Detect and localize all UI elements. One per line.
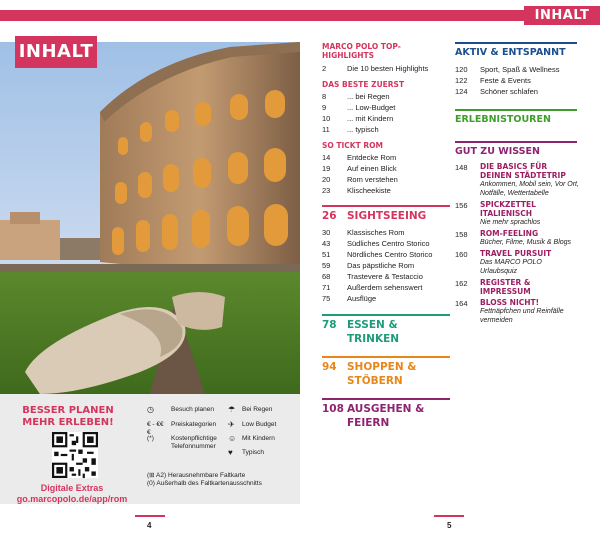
- page-number-bar-left: [135, 515, 165, 517]
- toc-entry[interactable]: [322, 102, 450, 113]
- essen-heading[interactable]: [322, 318, 450, 346]
- phone-cost-icon: (*): [147, 435, 154, 442]
- toc-page: 71: [322, 283, 331, 292]
- toc-label: Sport, Spaß & Wellness: [480, 65, 560, 74]
- toc-page: 14: [322, 153, 331, 162]
- toc-entry[interactable]: [322, 271, 450, 282]
- toc-entry[interactable]: [455, 64, 580, 75]
- toc-label: Südliches Centro Storico: [347, 239, 430, 248]
- toc-page: 120: [455, 65, 468, 74]
- legend-label: Preiskategorien: [171, 421, 217, 428]
- clock-icon: ◷: [147, 405, 154, 414]
- typical-icon: ♥: [228, 448, 233, 457]
- toc-label: Trastevere & Testaccio: [347, 272, 423, 281]
- wissen-heading[interactable]: GUT ZU WISSEN: [455, 146, 540, 157]
- legend-label: Mit Kindern: [242, 435, 275, 442]
- toc-page: 158: [455, 230, 468, 239]
- toc-page: 108: [322, 403, 344, 415]
- digital-extras: [8, 483, 136, 505]
- toc-label: SIGHTSEEING: [347, 210, 427, 222]
- plan-slogan: [8, 405, 128, 429]
- toc-entry[interactable]: [455, 75, 580, 86]
- toc-page: 75: [322, 294, 331, 303]
- toc-page: 43: [322, 239, 331, 248]
- toc-label: Feste & Events: [480, 76, 531, 85]
- toc-label: BLOSS NICHT!: [480, 298, 540, 307]
- toc-entry[interactable]: [322, 249, 450, 260]
- toc-description: Fettnäpfchen und Reinfälle vermeiden: [480, 308, 564, 324]
- toc-page: 23: [322, 186, 331, 195]
- qr-code-icon[interactable]: [52, 432, 98, 478]
- legend-item-regen: [228, 406, 298, 416]
- legend-item-preis: [147, 421, 237, 436]
- toc-entry[interactable]: [322, 185, 450, 196]
- toc-label: ROM-FEELING: [480, 229, 539, 238]
- toc-entry[interactable]: [322, 227, 450, 238]
- page-number-right: 5: [447, 521, 452, 530]
- toc-label: SHOPPEN & STÖBERN: [347, 361, 417, 387]
- toc-entry[interactable]: [455, 298, 580, 325]
- toc-entry[interactable]: [322, 91, 450, 102]
- toc-page: 78: [322, 319, 337, 331]
- toc-entry[interactable]: [322, 282, 450, 293]
- toc-page: 124: [455, 87, 468, 96]
- legend-label: Low Budget: [242, 421, 277, 428]
- toc-label: Entdecke Rom: [347, 153, 397, 162]
- toc-label: AUSGEHEN & FEIERN: [347, 403, 425, 429]
- so-tickt-title: SO TICKT ROM: [322, 141, 383, 150]
- toc-entry[interactable]: [322, 152, 450, 163]
- toc-page: 164: [455, 299, 468, 308]
- toc-label: ESSEN & TRINKEN: [347, 319, 400, 345]
- toc-label: Ausflüge: [347, 294, 377, 303]
- toc-label: Nördliches Centro Storico: [347, 250, 433, 259]
- toc-page: 9: [322, 103, 327, 112]
- toc-column-right: [455, 42, 580, 325]
- toc-entry[interactable]: [322, 163, 450, 174]
- toc-page: 2: [322, 64, 327, 73]
- shoppen-heading[interactable]: [322, 360, 450, 388]
- shoppen-rule: [322, 356, 450, 358]
- toc-label: ... bei Regen: [347, 92, 390, 101]
- toc-description: Ankommen, Mobil sein, Vor Ort, Notfälle, Wettertabelle: [480, 181, 579, 197]
- toc-entry-body: [480, 249, 580, 276]
- legend-label: Besuch planen: [171, 406, 215, 413]
- highlights-title: MARCO POLO TOP-HIGHLIGHTS: [322, 42, 401, 60]
- map-note-2: (0) Außerhalb des Faltkartenausschnitts: [147, 480, 262, 487]
- toc-entry[interactable]: [322, 113, 450, 124]
- legend-item-kinder: [228, 435, 298, 445]
- toc-page: 68: [322, 272, 331, 281]
- toc-label: TRAVEL PURSUIT: [480, 249, 552, 258]
- toc-page: 10: [322, 114, 331, 123]
- toc-page: 8: [322, 92, 327, 101]
- wissen-rule: [455, 141, 577, 143]
- umbrella-icon: ☂: [228, 405, 236, 414]
- legend-item-budget: [228, 421, 298, 431]
- toc-entry-body: [480, 278, 580, 296]
- toc-label: Auf einen Blick: [347, 164, 397, 173]
- toc-label: ... Low-Budget: [347, 103, 396, 112]
- sightseeing-heading[interactable]: [322, 209, 450, 223]
- price-icon: € - €€€: [147, 421, 164, 436]
- toc-page: 156: [455, 201, 468, 210]
- toc-entry[interactable]: [455, 278, 580, 296]
- toc-label: DIE BASICS FÜR DEINEN STÄDTETRIP: [480, 162, 566, 180]
- toc-entry-body: [480, 200, 580, 227]
- ausgehen-heading[interactable]: [322, 402, 450, 430]
- toc-label: REGISTER & IMPRESSUM: [480, 278, 531, 296]
- best-first-title: DAS BESTE ZUERST: [322, 80, 405, 89]
- touren-heading[interactable]: ERLEBNISTOUREN: [455, 114, 551, 125]
- page-title: INHALT: [15, 36, 97, 68]
- legend-label: Kostenpflichtige Telefonnummer: [171, 435, 217, 450]
- toc-entry-body: [480, 298, 580, 325]
- toc-page: 30: [322, 228, 331, 237]
- toc-page: 162: [455, 279, 468, 288]
- legend-item-telefon: [147, 435, 237, 453]
- extras-title: Digitale Extras: [40, 483, 104, 493]
- toc-label: Rom verstehen: [347, 175, 398, 184]
- toc-entry[interactable]: [322, 124, 450, 135]
- top-accent-bar: [0, 10, 524, 21]
- toc-label: Außerdem sehenswert: [347, 283, 423, 292]
- toc-page: 94: [322, 361, 337, 373]
- aktiv-heading[interactable]: AKTIV & ENTSPANNT: [455, 47, 566, 58]
- toc-entry[interactable]: [322, 174, 450, 185]
- legend-label: Typisch: [242, 449, 265, 456]
- toc-entry[interactable]: [455, 229, 580, 247]
- toc-label: SPICKZETTEL ITALIENISCH: [480, 200, 536, 218]
- toc-label: Die 10 besten Highlights: [347, 64, 429, 73]
- toc-entry[interactable]: [455, 162, 580, 198]
- map-note-1: (⊞ A2) Herausnehmbare Faltkarte: [147, 472, 246, 479]
- toc-label: ... mit Kindern: [347, 114, 394, 123]
- sightseeing-rule: [322, 205, 450, 207]
- aktiv-rule: [455, 42, 577, 44]
- toc-entry[interactable]: [455, 249, 580, 276]
- toc-page: 59: [322, 261, 331, 270]
- toc-page: 122: [455, 76, 468, 85]
- toc-label: Schöner schlafen: [480, 87, 538, 96]
- toc-entry-body: [480, 162, 580, 198]
- toc-entry[interactable]: [455, 86, 580, 97]
- toc-entry[interactable]: [322, 260, 450, 271]
- toc-entry[interactable]: [322, 63, 450, 74]
- toc-description: Nie mehr sprachlos: [480, 219, 541, 226]
- legend-label: Bei Regen: [242, 406, 273, 413]
- toc-page: 11: [322, 125, 330, 134]
- toc-column-middle: [322, 42, 450, 430]
- toc-page: 19: [322, 164, 331, 173]
- page-number-bar-right: [434, 515, 464, 517]
- plan-line-1: BESSER PLANEN: [22, 405, 114, 416]
- toc-description: Bücher, Filme, Musik & Blogs: [480, 239, 572, 246]
- budget-icon: ✈: [228, 420, 235, 429]
- ausgehen-rule: [322, 398, 450, 400]
- toc-label: Klassisches Rom: [347, 228, 405, 237]
- legend-item-besuch: [147, 406, 237, 416]
- kids-icon: ☺: [228, 434, 237, 443]
- toc-page: 26: [322, 210, 337, 222]
- plan-line-2: MEHR ERLEBEN!: [22, 417, 114, 428]
- toc-entry[interactable]: [455, 200, 580, 227]
- legend-item-typisch: [228, 449, 298, 459]
- toc-entry-body: [480, 229, 580, 247]
- toc-description: Das MARCO POLO Urlaubsquiz: [480, 259, 542, 275]
- toc-label: Klischeekiste: [347, 186, 391, 195]
- extras-url[interactable]: go.marcopolo.de/app/rom: [16, 494, 128, 504]
- toc-page: 160: [455, 250, 468, 259]
- toc-entry[interactable]: [322, 293, 450, 304]
- section-tag: INHALT: [524, 6, 600, 25]
- page-number-left: 4: [147, 521, 152, 530]
- toc-label: Das päpstliche Rom: [347, 261, 415, 270]
- touren-rule: [455, 109, 577, 111]
- toc-label: ... typisch: [347, 125, 379, 134]
- toc-page: 148: [455, 163, 468, 172]
- colosseum-photo: [0, 42, 300, 394]
- essen-rule: [322, 314, 450, 316]
- toc-entry[interactable]: [322, 238, 450, 249]
- toc-page: 51: [322, 250, 331, 259]
- toc-page: 20: [322, 175, 331, 184]
